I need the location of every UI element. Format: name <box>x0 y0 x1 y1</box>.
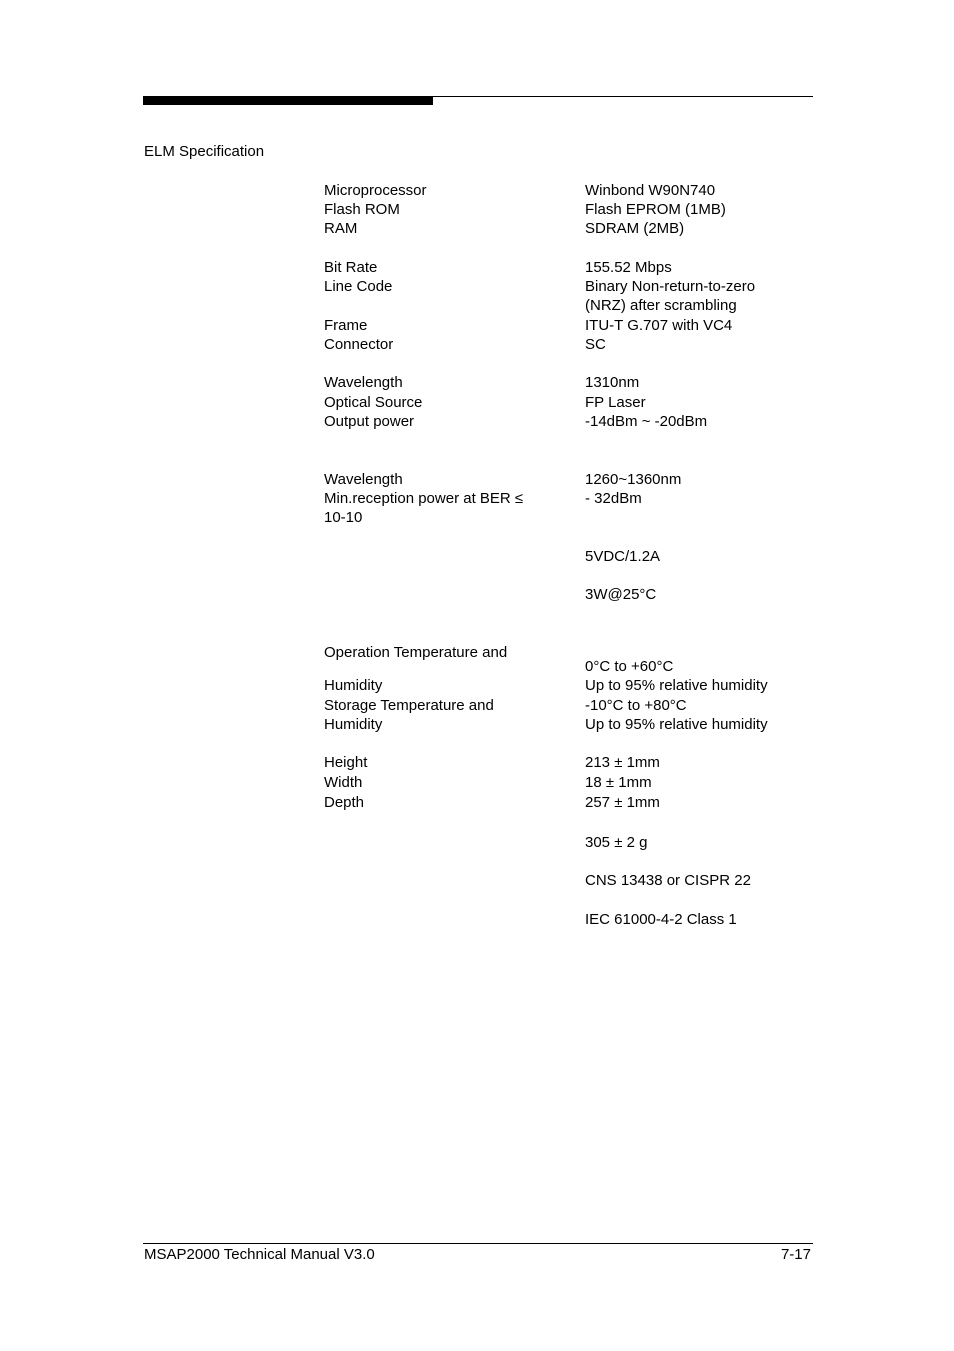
spec-value: 213 ± 1mm <box>585 754 660 771</box>
spec-value: CNS 13438 or CISPR 22 <box>585 872 751 889</box>
spec-value: 1310nm <box>585 374 640 391</box>
spec-value: Up to 95% relative humidity <box>585 677 768 694</box>
spec-value: 18 ± 1mm <box>585 774 652 791</box>
footer-page-number: 7-17 <box>780 1246 811 1263</box>
spec-label: Microprocessor <box>324 182 427 199</box>
spec-value: 1260~1360nm <box>585 471 682 488</box>
spec-value: Winbond W90N740 <box>585 182 716 199</box>
footer-document-title: MSAP2000 Technical Manual V3.0 <box>144 1246 375 1263</box>
spec-value: SDRAM (2MB) <box>585 220 685 237</box>
spec-label: Storage Temperature and <box>324 697 494 714</box>
spec-value: FP Laser <box>585 394 646 411</box>
spec-label: Output power <box>324 413 415 430</box>
spec-value: SC <box>585 336 606 353</box>
spec-value: 3W@25°C <box>585 586 657 603</box>
header-rule-thick <box>143 96 433 105</box>
spec-value: Flash EPROM (1MB) <box>585 201 726 218</box>
spec-label: Flash ROM <box>324 201 400 218</box>
spec-label: Frame <box>324 317 368 334</box>
spec-value: 257 ± 1mm <box>585 794 660 811</box>
spec-value: 305 ± 2 g <box>585 834 648 851</box>
spec-value: -14dBm ~ -20dBm <box>585 413 708 430</box>
spec-label: Height <box>324 754 368 771</box>
header-rule-thin <box>433 96 813 97</box>
spec-value: IEC 61000-4-2 Class 1 <box>585 911 737 928</box>
spec-label: Wavelength <box>324 471 403 488</box>
spec-value: 5VDC/1.2A <box>585 548 661 565</box>
spec-label: Line Code <box>324 278 393 295</box>
spec-label: Humidity <box>324 716 383 733</box>
spec-label: Bit Rate <box>324 259 378 276</box>
spec-value: 0°C to +60°C <box>585 658 674 675</box>
spec-value: (NRZ) after scrambling <box>585 297 737 314</box>
footer-rule <box>143 1243 813 1244</box>
spec-value: Up to 95% relative humidity <box>585 716 768 733</box>
spec-label: Wavelength <box>324 374 403 391</box>
spec-value: 155.52 Mbps <box>585 259 672 276</box>
section-title: ELM Specification <box>144 143 265 160</box>
spec-label: RAM <box>324 220 358 237</box>
spec-label: Depth <box>324 794 365 811</box>
spec-value: ITU-T G.707 with VC4 <box>585 317 733 334</box>
spec-label: Operation Temperature and <box>324 644 508 661</box>
spec-label: Min.reception power at BER ≤ <box>324 490 524 507</box>
spec-value: - 32dBm <box>585 490 642 507</box>
spec-label: Humidity <box>324 677 383 694</box>
spec-label: Connector <box>324 336 394 353</box>
spec-value: Binary Non-return-to-zero <box>585 278 756 295</box>
spec-value: -10°C to +80°C <box>585 697 687 714</box>
spec-label: 10-10 <box>324 509 363 526</box>
spec-label: Optical Source <box>324 394 423 411</box>
spec-label: Width <box>324 774 363 791</box>
